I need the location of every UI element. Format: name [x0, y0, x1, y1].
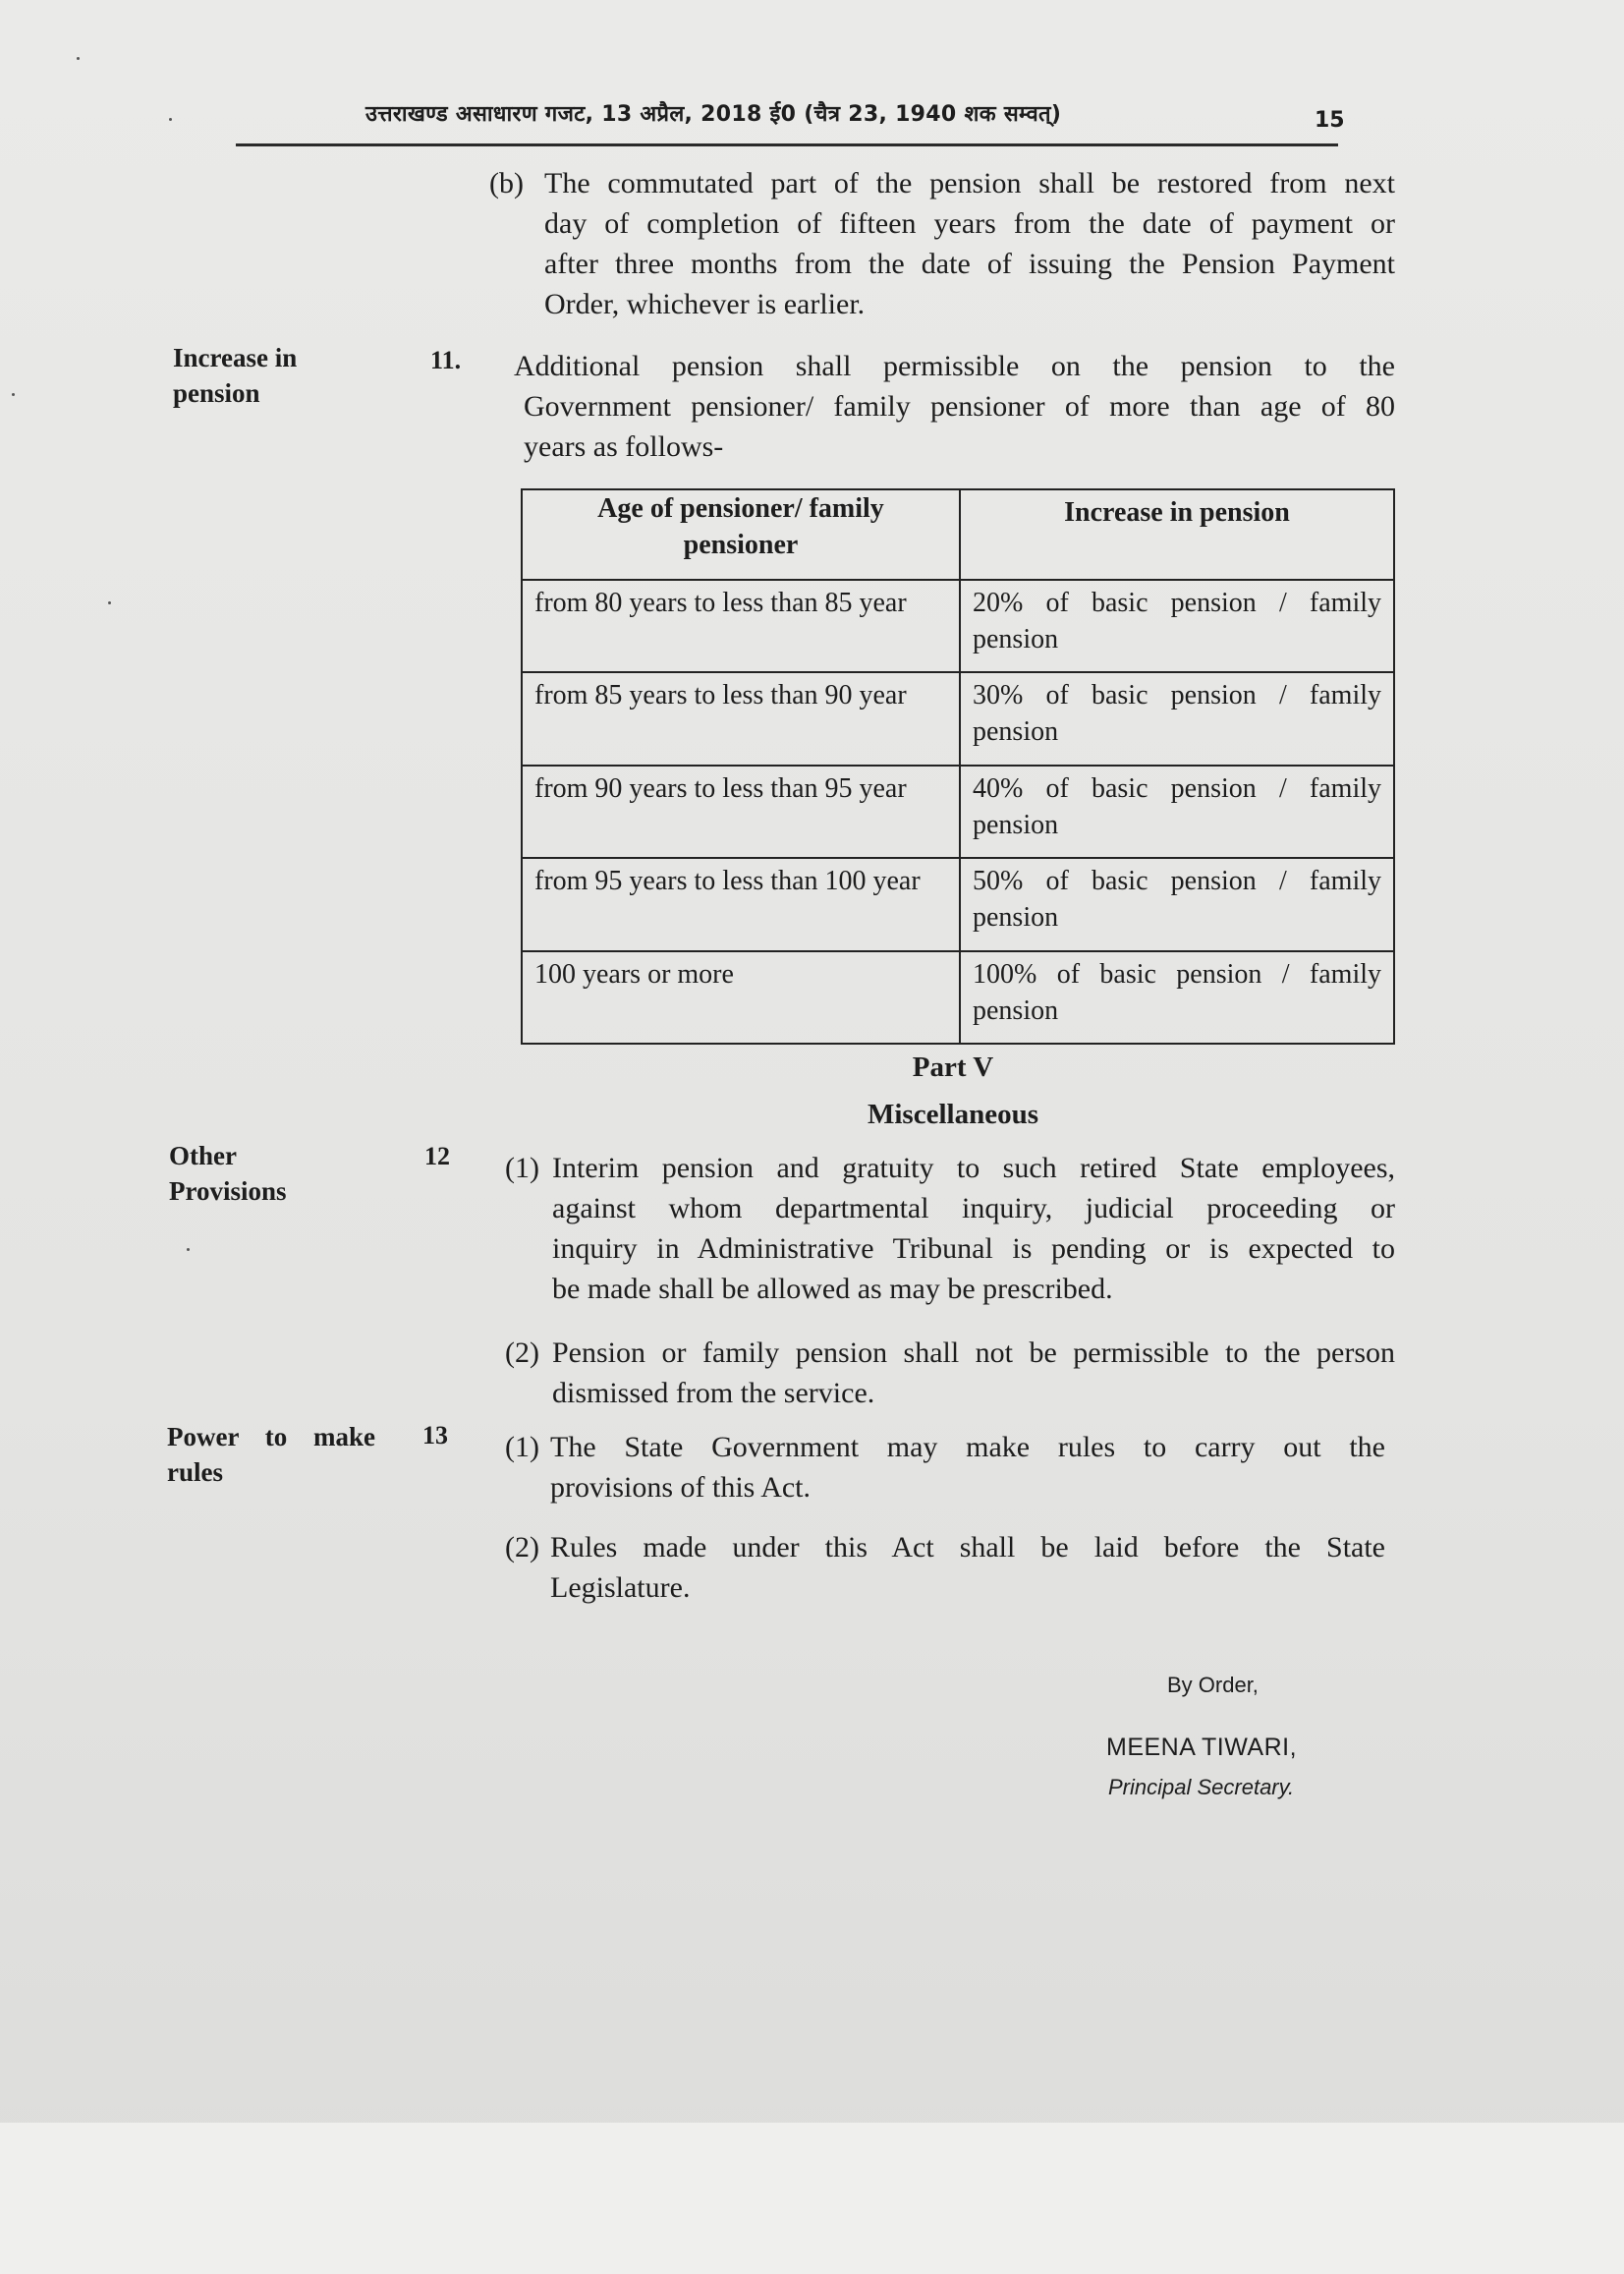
- header-rule: [236, 143, 1338, 146]
- text-line: The commutated part of the pension shall be restored from next: [544, 167, 1395, 199]
- clause-text: [550, 1527, 1385, 1608]
- section-12-item-1: [505, 1148, 1395, 1315]
- table-cell-age: from 85 years to less than 90 year: [522, 672, 960, 765]
- margin-title-line: rules: [167, 1457, 223, 1487]
- margin-title-increase-in-pension: [173, 340, 297, 411]
- signatory-name: MEENA TIWARI,: [1106, 1734, 1298, 1761]
- table-cell-increase: 40% of basic pension / family pension: [960, 766, 1394, 858]
- text-line: after three months from the date of issuing the Pension Payment: [544, 248, 1395, 280]
- by-order-text: By Order,: [1167, 1673, 1259, 1697]
- table-cell-increase: 20% of basic pension / family pension: [960, 580, 1394, 672]
- clause-text: [552, 1333, 1395, 1413]
- margin-title-line: pension: [173, 378, 260, 408]
- clause-text: [550, 1427, 1385, 1507]
- table-row: [522, 672, 1394, 765]
- table-row: [522, 858, 1394, 950]
- margin-title-other-provisions: [169, 1138, 287, 1209]
- section-11-text: [514, 346, 1395, 469]
- clause-b: [489, 163, 1395, 330]
- text-line: be made shall be allowed as may be prescribed.: [552, 1273, 1113, 1305]
- part-title: Part V: [912, 1052, 994, 1083]
- text-line: The State Government may make rules to carry out the: [550, 1431, 1385, 1463]
- table-cell-increase: 30% of basic pension / family pension: [960, 672, 1394, 765]
- text-line: day of completion of fifteen years from the date of payment or: [544, 207, 1395, 240]
- scan-margin: [0, 2123, 1624, 2274]
- text-line: provisions of this Act.: [550, 1471, 812, 1504]
- margin-title-line: Provisions: [169, 1176, 287, 1206]
- pension-increase-table: [521, 488, 1395, 1045]
- margin-title-line: Increase in: [173, 343, 298, 372]
- table-cell-age: 100 years or more: [522, 951, 960, 1044]
- text-line: Pension or family pension shall not be permissible to the person: [552, 1336, 1395, 1369]
- margin-title-power-to-make-rules: [167, 1419, 447, 1490]
- clause-marker: (1): [505, 1431, 539, 1463]
- section-13-item-2: [505, 1527, 1385, 1612]
- clause-marker: (b): [489, 167, 524, 199]
- table-row: [522, 580, 1394, 672]
- section-number: 13: [422, 1421, 448, 1450]
- text-line: years as follows-: [524, 430, 724, 463]
- scan-speck: [77, 57, 80, 60]
- table-header-row: [522, 489, 1394, 580]
- table-cell-age: from 90 years to less than 95 year: [522, 766, 960, 858]
- text-line: Government pensioner/ family pensioner of more than age of 80: [524, 390, 1395, 423]
- text-line: against whom departmental inquiry, judicial proceeding or: [552, 1192, 1395, 1224]
- scan-speck: [187, 1248, 190, 1251]
- margin-title-line: Other: [169, 1141, 237, 1170]
- clause-marker: (2): [505, 1336, 539, 1369]
- text-line: Rules made under this Act shall be laid before the State: [550, 1531, 1385, 1563]
- section-text: [514, 346, 1395, 467]
- gazette-header-title: उत्तराखण्ड असाधारण गजट, 13 अप्रैल, 2018 ई0 (चैत्र 23, 1940 शक सम्वत्): [365, 102, 1062, 127]
- section-number: 12: [424, 1142, 450, 1170]
- table-row: [522, 951, 1394, 1044]
- section-12-item-2: [505, 1333, 1395, 1417]
- text-line: inquiry in Administrative Tribunal is pending or is expected to: [552, 1232, 1395, 1265]
- table-row: [522, 766, 1394, 858]
- clause-marker: (1): [505, 1152, 539, 1184]
- page-number: 15: [1315, 108, 1345, 133]
- scan-speck: [108, 601, 111, 604]
- clause-text: [552, 1148, 1395, 1309]
- table-cell-increase: 100% of basic pension / family pension: [960, 951, 1394, 1044]
- margin-title-line: Power to make: [167, 1422, 375, 1451]
- scan-speck: [169, 118, 172, 121]
- clause-text: [544, 163, 1395, 324]
- text-line: dismissed from the service.: [552, 1377, 875, 1409]
- text-line: Interim pension and gratuity to such retired State employees,: [552, 1152, 1395, 1184]
- part-subtitle: Miscellaneous: [868, 1099, 1038, 1130]
- signatory-designation: Principal Secretary.: [1108, 1775, 1295, 1799]
- table-cell-age: from 95 years to less than 100 year: [522, 858, 960, 950]
- text-line: Additional pension shall permissible on the pension to the: [514, 350, 1395, 382]
- table-cell-increase: 50% of basic pension / family pension: [960, 858, 1394, 950]
- scan-speck: [12, 393, 15, 396]
- clause-marker: (2): [505, 1531, 539, 1563]
- table-header-age: Age of pensioner/ family pensioner: [522, 489, 960, 580]
- section-13-item-1: [505, 1427, 1385, 1511]
- section-number: 11.: [430, 346, 462, 374]
- table-header-increase: Increase in pension: [960, 489, 1394, 580]
- text-line: Order, whichever is earlier.: [544, 288, 866, 320]
- text-line: Legislature.: [550, 1571, 691, 1604]
- table-cell-age: from 80 years to less than 85 year: [522, 580, 960, 672]
